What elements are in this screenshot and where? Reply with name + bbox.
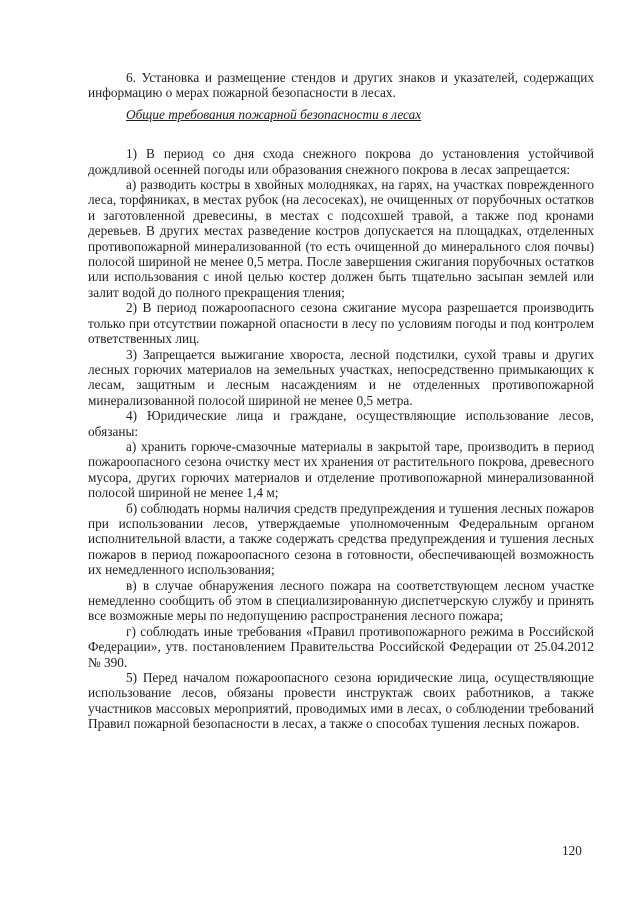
paragraph-3: 3) Запрещается выжигание хвороста, лесной подстилки, сухой травы и других лесных горючих материалов на земельных участках, непосредственно примыкающих к лесам, защитным и лесным насаждениям и не отделенных противопожарной минерализованной полосой шириной не менее 0,5 метра. — [88, 346, 594, 408]
section-title: Общие требования пожарной безопасности в лесах — [126, 106, 422, 122]
paragraph-4: 4) Юридические лица и граждане, осуществляющие использование лесов, обязаны: — [88, 408, 594, 439]
paragraph-4b: б) соблюдать нормы наличия средств предупреждения и тушения лесных пожаров при использовании лесов, утверждаемые уполномоченным Федеральным органом исполнительной власти, а также содержать средства предупреждения и тушения лесных пожаров в период пожароопасного сезона в готовности, обеспечивающей возможность их немедленного использования; — [88, 500, 594, 578]
paragraph-2: 2) В период пожароопасного сезона сжигание мусора разрешается производить только при отсутствии пожарной опасности в лесу по условиям погоды и под контролем ответственных лиц. — [88, 300, 594, 347]
page-number: 120 — [562, 843, 582, 858]
paragraph-1a: а) разводить костры в хвойных молодняках, на гарях, на участках поврежденного леса, торфяниках, в местах рубок (на лесосеках), не очищенных от порубочных остатков и заготовленной древесины, в местах с подсохшей травой, а также под кронами деревьев. В других местах разведение костров допускается на площадках, отделенных противопожарной минерализованной (то есть очищенной до минерального слоя почвы) полосой шириной не менее 0,5 метра. После завершения сжигания порубочных остатков или использования с иной целью костер должен быть тщательно засыпан землей или залит водой до полного прекращения тления; — [88, 177, 594, 300]
paragraph-1: 1) В период со дня схода снежного покрова до установления устойчивой дождливой осенней погоды или образования снежного покрова в лесах запрещается: — [88, 146, 594, 177]
document-page — [88, 70, 594, 732]
paragraph-5: 5) Перед началом пожароопасного сезона юридические лица, осуществляющие использование лесов, обязаны провести инструктаж своих работников, а также участников массовых мероприятий, проводимых ими в лесах, о соблюдении требований Правил пожарной безопасности в лесах, а также о способах тушения лесных пожаров. — [88, 670, 594, 732]
paragraph-4c: в) в случае обнаружения лесного пожара на соответствующем лесном участке немедленно сообщить об этом в специализированную диспетчерскую службу и принять все возможные меры по недопущению распространения лесного пожара; — [88, 577, 594, 624]
item-6-text: 6. Установка и размещение стендов и других знаков и указателей, содержащих информацию о мерах пожарной безопасности в лесах. — [88, 70, 594, 101]
paragraph-4a: а) хранить горюче-смазочные материалы в закрытой таре, производить в период пожароопасного сезона очистку мест их хранения от растительного покрова, древесного мусора, других горючих материалов и отделение противопожарной минерализованной полосой шириной не менее 1,4 м; — [88, 438, 594, 501]
paragraph-4d: г) соблюдать иные требования «Правил противопожарного режима в Российской Федерации», утв. постановлением Правительства Российской Федерации от 25.04.2012 № 390. — [88, 623, 594, 670]
